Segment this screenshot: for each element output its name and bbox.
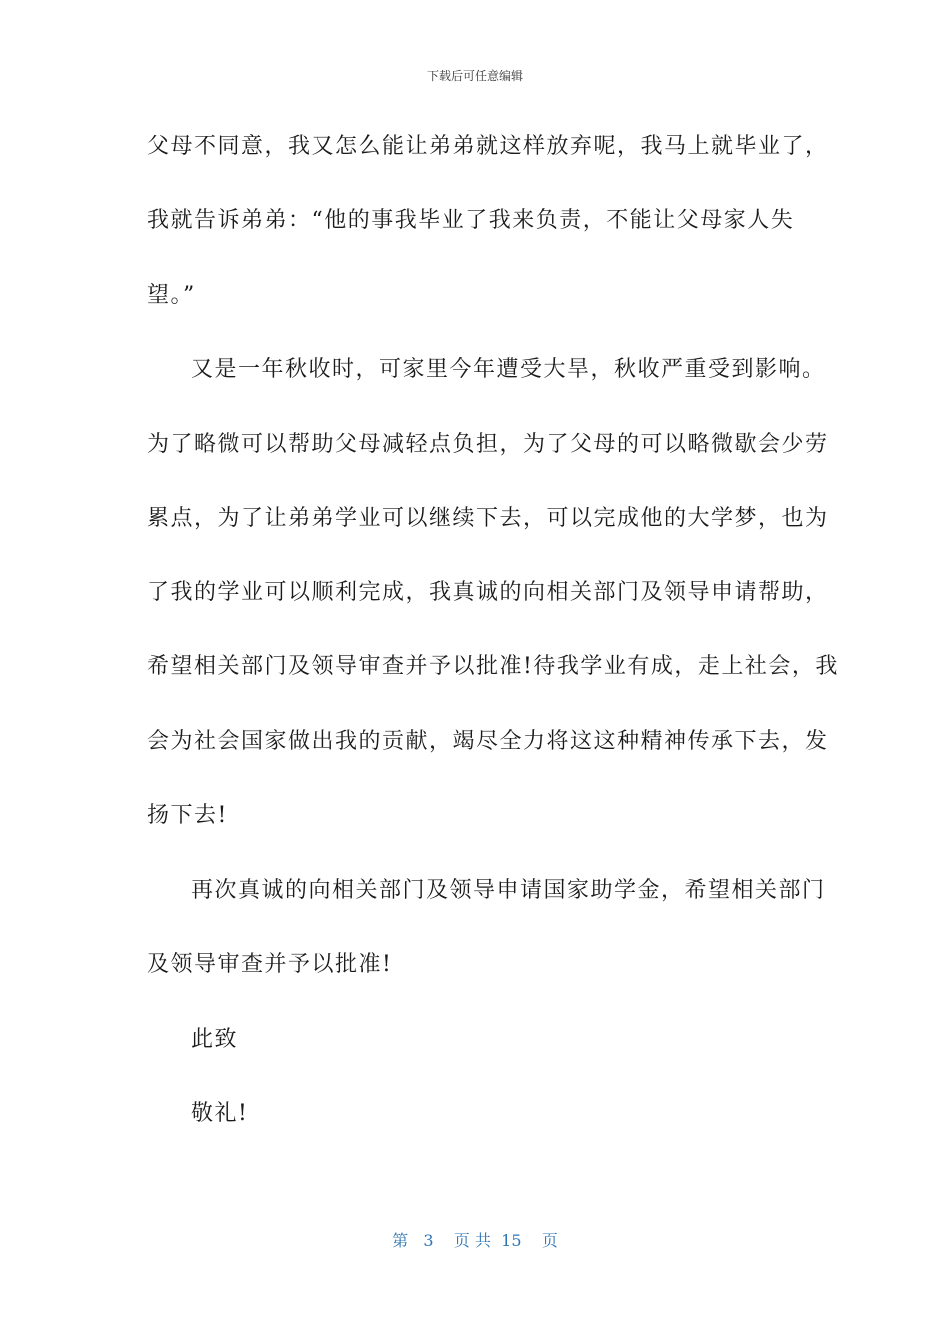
page-header: 下载后可任意编辑 bbox=[426, 69, 523, 83]
text-line: 父母不同意，我又怎么能让弟弟就这样放弃呢，我马上就毕业了， bbox=[147, 134, 829, 159]
text-line: 及领导审查并予以批准! bbox=[147, 952, 393, 977]
text-line: 我就告诉弟弟：“他的事我毕业了我来负责，不能让父母家人失 bbox=[147, 208, 795, 233]
closing-regards: 敬礼! bbox=[191, 1101, 249, 1126]
text-line: 了我的学业可以顺利完成，我真诚的向相关部门及领导申请帮助， bbox=[147, 580, 829, 605]
text-line: 望。” bbox=[147, 283, 196, 308]
text-line: 会为社会国家做出我的贡献，竭尽全力将这这种精神传承下去，发 bbox=[147, 729, 829, 754]
paragraph-start-line: 又是一年秋收时，可家里今年遭受大旱，秋收严重受到影响。 bbox=[191, 357, 826, 382]
text-line: 为了略微可以帮助父母减轻点负担，为了父母的可以略微歇会少劳 bbox=[147, 432, 829, 457]
page-current: 3 bbox=[423, 1231, 434, 1250]
page-prefix: 第 bbox=[392, 1231, 409, 1250]
page-middle: 页 共 bbox=[453, 1231, 491, 1250]
paragraph-start-line: 再次真诚的向相关部门及领导申请国家助学金，希望相关部门 bbox=[191, 878, 826, 903]
closing-salutation: 此致 bbox=[191, 1027, 239, 1052]
text-line: 扬下去! bbox=[147, 803, 228, 828]
page-suffix: 页 bbox=[541, 1231, 558, 1250]
text-line: 累点，为了让弟弟学业可以继续下去，可以完成他的大学梦，也为 bbox=[147, 506, 829, 531]
page-total: 15 bbox=[501, 1231, 522, 1250]
page-footer bbox=[0, 1228, 950, 1251]
text-line: 希望相关部门及领导审查并予以批准!待我学业有成，走上社会，我 bbox=[147, 654, 839, 679]
